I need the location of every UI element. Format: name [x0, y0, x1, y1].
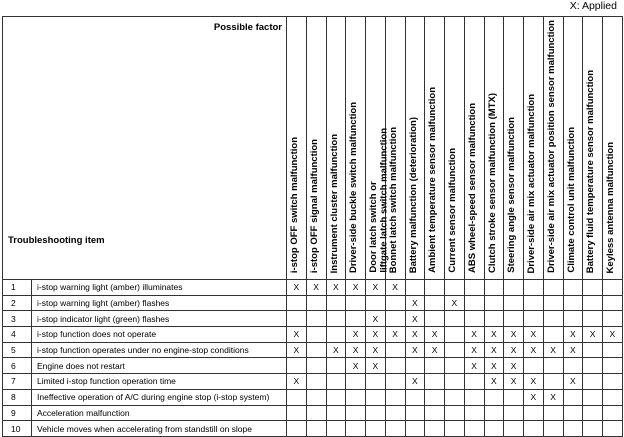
- empty-cell: [464, 311, 484, 327]
- empty-cell: [366, 389, 386, 405]
- factor-label: ABS wheel-speed sensor malfunction: [466, 103, 478, 273]
- empty-cell: [563, 280, 583, 296]
- troubleshooting-item: i-stop function does not operate: [32, 327, 287, 343]
- applied-mark: X: [405, 311, 425, 327]
- empty-cell: [464, 405, 484, 421]
- applied-mark: X: [484, 358, 504, 374]
- applied-mark: X: [563, 374, 583, 390]
- factor-header: [504, 17, 524, 280]
- applied-mark: X: [543, 342, 563, 358]
- applied-mark: X: [385, 280, 405, 296]
- empty-cell: [464, 389, 484, 405]
- applied-mark: X: [366, 280, 386, 296]
- applied-mark: X: [346, 327, 366, 343]
- empty-cell: [445, 374, 465, 390]
- factor-header: [484, 17, 504, 280]
- factor-header: [326, 17, 346, 280]
- empty-cell: [583, 405, 603, 421]
- table-row: [3, 342, 623, 358]
- factor-header: [366, 17, 390, 280]
- header-corner: [3, 17, 287, 280]
- table-row: [3, 295, 623, 311]
- factor-header: [287, 17, 307, 280]
- empty-cell: [366, 295, 386, 311]
- applied-mark: X: [484, 342, 504, 358]
- applied-mark: X: [326, 342, 346, 358]
- empty-cell: [603, 311, 623, 327]
- applied-mark: X: [346, 280, 366, 296]
- empty-cell: [306, 389, 326, 405]
- applied-mark: X: [425, 342, 445, 358]
- factor-header: [543, 17, 563, 280]
- empty-cell: [445, 280, 465, 296]
- factor-header: [425, 17, 445, 280]
- empty-cell: [405, 280, 425, 296]
- empty-cell: [504, 389, 524, 405]
- factor-label: Driver-side air mix actuator position sensor malfunction: [545, 20, 557, 273]
- empty-cell: [346, 374, 366, 390]
- factor-header: [464, 17, 484, 280]
- applied-mark: X: [504, 358, 524, 374]
- row-number: 7: [3, 374, 32, 390]
- empty-cell: [524, 280, 544, 296]
- empty-cell: [563, 389, 583, 405]
- applied-mark: X: [464, 358, 484, 374]
- troubleshooting-item-label: Troubleshooting item: [8, 235, 105, 246]
- troubleshooting-table: [2, 16, 623, 437]
- empty-cell: [306, 311, 326, 327]
- row-number: 2: [3, 295, 32, 311]
- factor-label: Steering angle sensor malfunction: [506, 117, 518, 273]
- applied-mark: X: [425, 327, 445, 343]
- troubleshooting-item: Vehicle moves when accelerating from standstill on slope: [32, 421, 287, 437]
- empty-cell: [603, 374, 623, 390]
- table-row: [3, 327, 623, 343]
- row-number: 10: [3, 421, 32, 437]
- applied-mark: X: [484, 327, 504, 343]
- applied-mark: X: [405, 342, 425, 358]
- empty-cell: [543, 358, 563, 374]
- factor-label: Battery malfunction (deterioration): [407, 116, 419, 273]
- empty-cell: [504, 311, 524, 327]
- applied-mark: X: [524, 342, 544, 358]
- header-row: [3, 17, 623, 280]
- table-body: [3, 280, 623, 437]
- troubleshooting-item: i-stop warning light (amber) flashes: [32, 295, 287, 311]
- empty-cell: [346, 389, 366, 405]
- row-number: 3: [3, 311, 32, 327]
- applied-mark: X: [346, 342, 366, 358]
- table-row: [3, 311, 623, 327]
- empty-cell: [504, 280, 524, 296]
- applied-mark: X: [445, 295, 465, 311]
- factor-label: Bonnet latch switch malfunction: [387, 126, 399, 273]
- troubleshooting-item: i-stop warning light (amber) illuminates: [32, 280, 287, 296]
- empty-cell: [484, 405, 504, 421]
- empty-cell: [306, 295, 326, 311]
- applied-mark: X: [583, 327, 603, 343]
- troubleshooting-item: Engine does not restart: [32, 358, 287, 374]
- factor-label: Keyless antenna malfunction: [605, 141, 616, 273]
- empty-cell: [346, 295, 366, 311]
- empty-cell: [385, 358, 405, 374]
- empty-cell: [583, 295, 603, 311]
- empty-cell: [425, 295, 445, 311]
- factor-label: i-stop OFF signal malfunction: [308, 138, 320, 273]
- empty-cell: [583, 280, 603, 296]
- empty-cell: [287, 405, 307, 421]
- empty-cell: [543, 295, 563, 311]
- factor-header: [346, 17, 366, 280]
- factor-header: [563, 17, 583, 280]
- empty-cell: [445, 389, 465, 405]
- empty-cell: [563, 358, 583, 374]
- troubleshooting-item: Limited i-stop function operation time: [32, 374, 287, 390]
- empty-cell: [563, 295, 583, 311]
- factor-header: [385, 17, 405, 280]
- troubleshooting-item: i-stop indicator light (green) flashes: [32, 311, 287, 327]
- applied-mark: X: [405, 295, 425, 311]
- applied-mark: X: [366, 327, 386, 343]
- empty-cell: [306, 342, 326, 358]
- troubleshooting-item: Acceleration malfunction: [32, 405, 287, 421]
- empty-cell: [445, 311, 465, 327]
- factor-label: Door latch switch or liftgate latch switch malfunction: [368, 128, 390, 273]
- empty-cell: [306, 358, 326, 374]
- row-number: 9: [3, 405, 32, 421]
- applied-mark: X: [287, 280, 307, 296]
- empty-cell: [346, 405, 366, 421]
- applied-mark: X: [306, 280, 326, 296]
- row-number: 8: [3, 389, 32, 405]
- empty-cell: [603, 342, 623, 358]
- table-row: [3, 374, 623, 390]
- table-row: [3, 280, 623, 296]
- applied-mark: X: [405, 327, 425, 343]
- factor-label: Clutch stroke sensor malfunction (MTX): [486, 93, 498, 273]
- empty-cell: [326, 358, 346, 374]
- empty-cell: [445, 358, 465, 374]
- troubleshooting-item: Ineffective operation of A/C during engine stop (i-stop system): [32, 389, 287, 405]
- factor-header: [445, 17, 465, 280]
- empty-cell: [603, 389, 623, 405]
- row-number: 6: [3, 358, 32, 374]
- applied-mark: X: [524, 327, 544, 343]
- empty-cell: [385, 405, 405, 421]
- empty-cell: [563, 405, 583, 421]
- factor-label: Driver-side buckle switch malfunction: [348, 101, 360, 273]
- applied-mark: X: [287, 342, 307, 358]
- empty-cell: [425, 358, 445, 374]
- empty-cell: [524, 295, 544, 311]
- empty-cell: [583, 358, 603, 374]
- factor-label: Current sensor malfunction: [447, 148, 458, 273]
- empty-cell: [306, 374, 326, 390]
- empty-cell: [306, 405, 326, 421]
- possible-factor-label: Possible factor: [213, 22, 282, 33]
- factor-label: Instrument cluster malfunction: [328, 133, 340, 273]
- factor-header: [405, 17, 425, 280]
- empty-cell: [543, 405, 563, 421]
- empty-cell: [306, 327, 326, 343]
- empty-cell: [366, 374, 386, 390]
- applied-mark: X: [603, 327, 623, 343]
- applied-mark: X: [346, 358, 366, 374]
- applied-mark: X: [287, 327, 307, 343]
- factor-header: [603, 17, 623, 280]
- empty-cell: [563, 311, 583, 327]
- factor-label: Ambient temperature sensor malfunction: [427, 87, 439, 273]
- applied-mark: X: [524, 389, 544, 405]
- empty-cell: [583, 389, 603, 405]
- empty-cell: [543, 327, 563, 343]
- applied-mark: X: [464, 327, 484, 343]
- empty-cell: [326, 295, 346, 311]
- empty-cell: [524, 405, 544, 421]
- empty-cell: [405, 405, 425, 421]
- empty-cell: [326, 327, 346, 343]
- table-row: [3, 358, 623, 374]
- empty-cell: [425, 405, 445, 421]
- empty-cell: [287, 358, 307, 374]
- empty-cell: [603, 295, 623, 311]
- applied-mark: X: [484, 374, 504, 390]
- applied-mark: X: [504, 327, 524, 343]
- empty-cell: [445, 405, 465, 421]
- empty-cell: [425, 311, 445, 327]
- applied-mark: X: [464, 342, 484, 358]
- empty-cell: [603, 280, 623, 296]
- applied-mark: X: [366, 342, 386, 358]
- empty-cell: [543, 374, 563, 390]
- factor-label: i-stop OFF switch malfunction: [289, 136, 300, 273]
- applied-mark: X: [563, 342, 583, 358]
- table-row: [3, 405, 623, 421]
- factor-label: Driver-side air mix actuator malfunction: [526, 93, 537, 273]
- applied-mark: X: [563, 327, 583, 343]
- factor-label: Battery fluid temperature sensor malfunction: [585, 69, 597, 273]
- factor-header: [306, 17, 326, 280]
- empty-cell: [445, 327, 465, 343]
- empty-cell: [524, 311, 544, 327]
- empty-cell: [583, 311, 603, 327]
- applied-mark: X: [326, 280, 346, 296]
- empty-cell: [385, 342, 405, 358]
- empty-cell: [484, 280, 504, 296]
- empty-cell: [326, 405, 346, 421]
- empty-cell: [385, 311, 405, 327]
- empty-cell: [326, 311, 346, 327]
- empty-cell: [543, 311, 563, 327]
- empty-cell: [603, 358, 623, 374]
- troubleshooting-item: i-stop function operates under no engine-stop conditions: [32, 342, 287, 358]
- empty-cell: [405, 389, 425, 405]
- empty-cell: [425, 280, 445, 296]
- empty-cell: [287, 389, 307, 405]
- empty-cell: [583, 342, 603, 358]
- empty-cell: [326, 374, 346, 390]
- empty-cell: [484, 295, 504, 311]
- empty-cell: [603, 405, 623, 421]
- empty-cell: [504, 405, 524, 421]
- applied-mark: X: [366, 311, 386, 327]
- empty-cell: [445, 342, 465, 358]
- applied-mark: X: [504, 342, 524, 358]
- empty-cell: [464, 280, 484, 296]
- empty-cell: [385, 374, 405, 390]
- applied-mark: X: [543, 389, 563, 405]
- empty-cell: [583, 374, 603, 390]
- empty-cell: [543, 280, 563, 296]
- factor-header: [524, 17, 544, 280]
- empty-cell: [425, 374, 445, 390]
- empty-cell: [484, 311, 504, 327]
- row-number: 4: [3, 327, 32, 343]
- legend: X: Applied: [569, 0, 617, 12]
- applied-mark: X: [504, 374, 524, 390]
- empty-cell: [287, 295, 307, 311]
- table-row: [3, 389, 623, 405]
- empty-cell: [484, 389, 504, 405]
- row-number: 5: [3, 342, 32, 358]
- empty-cell: [287, 311, 307, 327]
- empty-cell: [346, 311, 366, 327]
- factor-header: [583, 17, 603, 280]
- empty-cell: [405, 358, 425, 374]
- row-number: 1: [3, 280, 32, 296]
- factor-label: Climate control unit malfunction: [565, 127, 577, 273]
- applied-mark: X: [385, 327, 405, 343]
- empty-cell: [464, 295, 484, 311]
- applied-mark: X: [287, 374, 307, 390]
- applied-mark: X: [524, 374, 544, 390]
- empty-cell: [385, 389, 405, 405]
- empty-cell: [366, 405, 386, 421]
- empty-cell: [524, 358, 544, 374]
- applied-mark: X: [405, 374, 425, 390]
- empty-cell: [464, 374, 484, 390]
- empty-cell: [504, 295, 524, 311]
- empty-cell: [385, 295, 405, 311]
- applied-mark: X: [366, 358, 386, 374]
- empty-cell: [326, 389, 346, 405]
- empty-cell: [425, 389, 445, 405]
